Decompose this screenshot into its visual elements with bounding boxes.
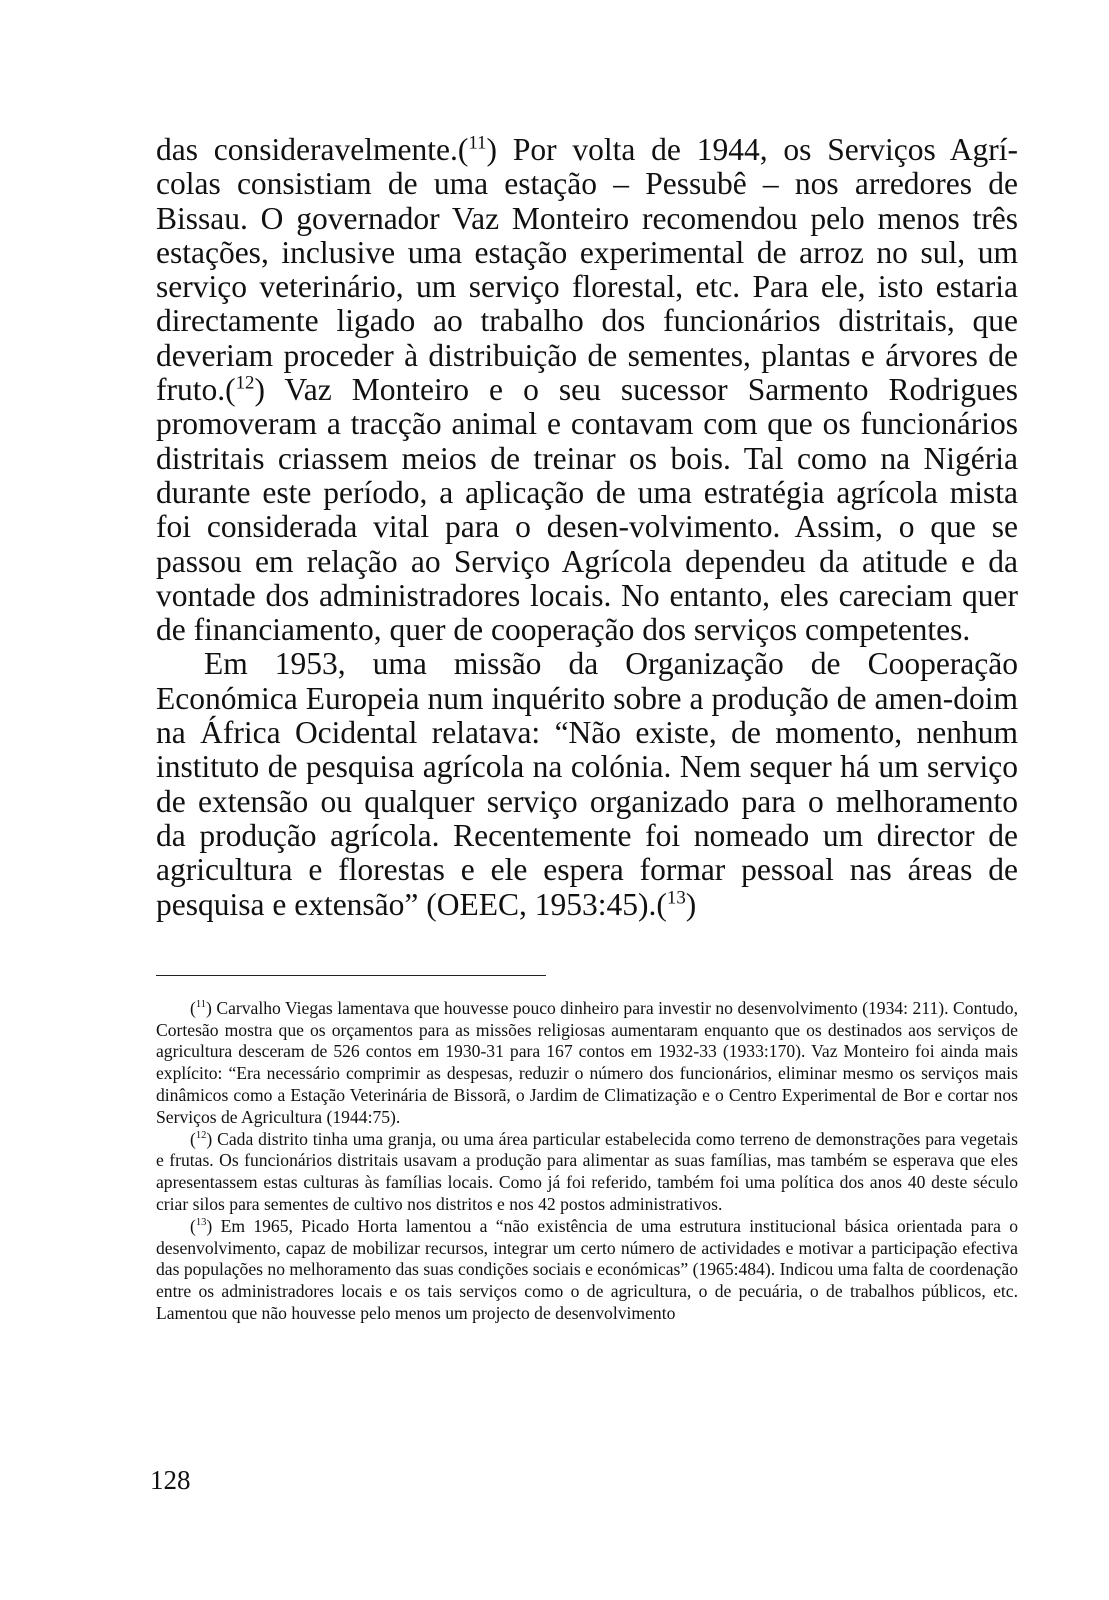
paragraph-text: das consideravelmente.( — [156, 132, 469, 167]
footnote-text: Em 1965, Picado Horta lamentou a “não existência de uma estrutura institucional básica orientada para o desenvolvimento, capaz de mobilizar recursos, integrar um certo número de actividades e motivar a participação efectiva das populações no melhoramento das suas condições sociais e económicas” (1965:484). Indicou uma falta de coordenação entre os administradores locais e os tais serviços como o de agricultura, o de pecuária, o de trabalhos públicos, etc. Lamentou que não houvesse pelo menos um projecto de desenvolvimento — [156, 1215, 1018, 1323]
footnote-bracket: ( — [190, 1215, 196, 1236]
footnote-text: Cada distrito tinha uma granja, ou uma área particular estabelecida como terreno de demonstrações para vegetais e frutas. Os funcionários distritais usavam a produção para alimentar as suas famílias, mas também se esperava que eles apresentassem estas culturas às famílias locais. Como já foi referido, também foi uma política dos anos 40 deste século criar silos para sementes de cultivo nos distritos e nos 42 postos administrativos. — [156, 1128, 1018, 1214]
footnote-bracket: ) — [206, 997, 212, 1018]
body-paragraph — [156, 133, 1018, 647]
body-text — [156, 133, 1018, 922]
footnote-reference: 11 — [468, 132, 487, 154]
footnote — [156, 1129, 1018, 1216]
paragraph-text: Em 1953, uma missão da Organização de Cooperação Económica Europeia num inquérito sobre a produção de amen-doim na África Ocidental relatava: “Não existe, de momento, nenhum instituto de pesquisa agrícola na colónia. Nem sequer há um serviço de extensão ou qualquer serviço organizado para o melhoramento da produção agrícola. Recentemente foi nomeado um director de agricultura e florestas e ele espera formar pessoal nas áreas de pesquisa e extensão” (OEEC, 1953:45).( — [156, 646, 1018, 922]
paragraph-text: ) — [685, 886, 697, 922]
footnote-reference: 12 — [235, 372, 255, 394]
body-paragraph — [156, 647, 1018, 921]
footnote — [156, 998, 1018, 1129]
footnote-bracket: ) — [206, 1215, 213, 1236]
page-number: 128 — [150, 1465, 191, 1495]
footnote-bracket: ( — [190, 997, 196, 1018]
footnote-marker: 11 — [195, 998, 207, 1010]
footnote-reference: 13 — [666, 887, 686, 909]
footnote-marker: 12 — [195, 1129, 207, 1141]
paragraph-text: ) Por volta de 1944, os Serviços Agrí-colas consistiam de uma estação – Pessubê – nos arredores de Bissau. O governador Vaz Monteiro recomendou pelo menos três estações, inclusive uma estação experimental de arroz no sul, um serviço veterinário, um serviço florestal, etc. Para ele, isto estaria directamente ligado ao trabalho dos funcionários distritais, que deveriam proceder à distribuição de sementes, plantas e árvores de fruto.( — [156, 132, 1018, 408]
footnote-separator — [156, 975, 546, 976]
footnote-bracket: ( — [190, 1128, 196, 1149]
paragraph-text: ) Vaz Monteiro e o seu sucessor Sarmento Rodrigues promoveram a tracção animal e contavam com que os funcionários distritais criassem meios de treinar os bois. Tal como na Nigéria durante este período, a aplicação de uma estratégia agrícola mista foi considerada vital para o desen-volvimento. Assim, o que se passou em relação ao Serviço Agrícola dependeu da atitude e da vontade dos administradores locais. No entanto, eles careciam quer de financiamento, quer de cooperação dos serviços competentes. — [156, 372, 1018, 648]
footnotes — [156, 998, 1018, 1325]
footnote-bracket: ) — [206, 1128, 213, 1149]
footnote — [156, 1216, 1018, 1325]
footnote-marker: 13 — [195, 1216, 207, 1228]
page-content — [156, 133, 1018, 1325]
footnote-text: Carvalho Viegas lamentava que houvesse pouco dinheiro para investir no desenvolvimento (1934: 211). Contudo, Cortesão mostra que os orçamentos para as missões religiosas aumentaram enquanto que os destinados aos serviços de agricultura desceram de 526 contos em 1930-31 para 167 contos em 1932-33 (1933:170). Vaz Monteiro foi ainda mais explícito: “Era necessário comprimir as despesas, reduzir o número dos funcionários, eliminar mesmo os serviços mais dinâmicos como a Estação Veterinária de Bissorã, o Jardim de Climatização e o Centro Experimental de Bor e cortar nos Serviços de Agricultura (1944:75). — [156, 997, 1018, 1127]
